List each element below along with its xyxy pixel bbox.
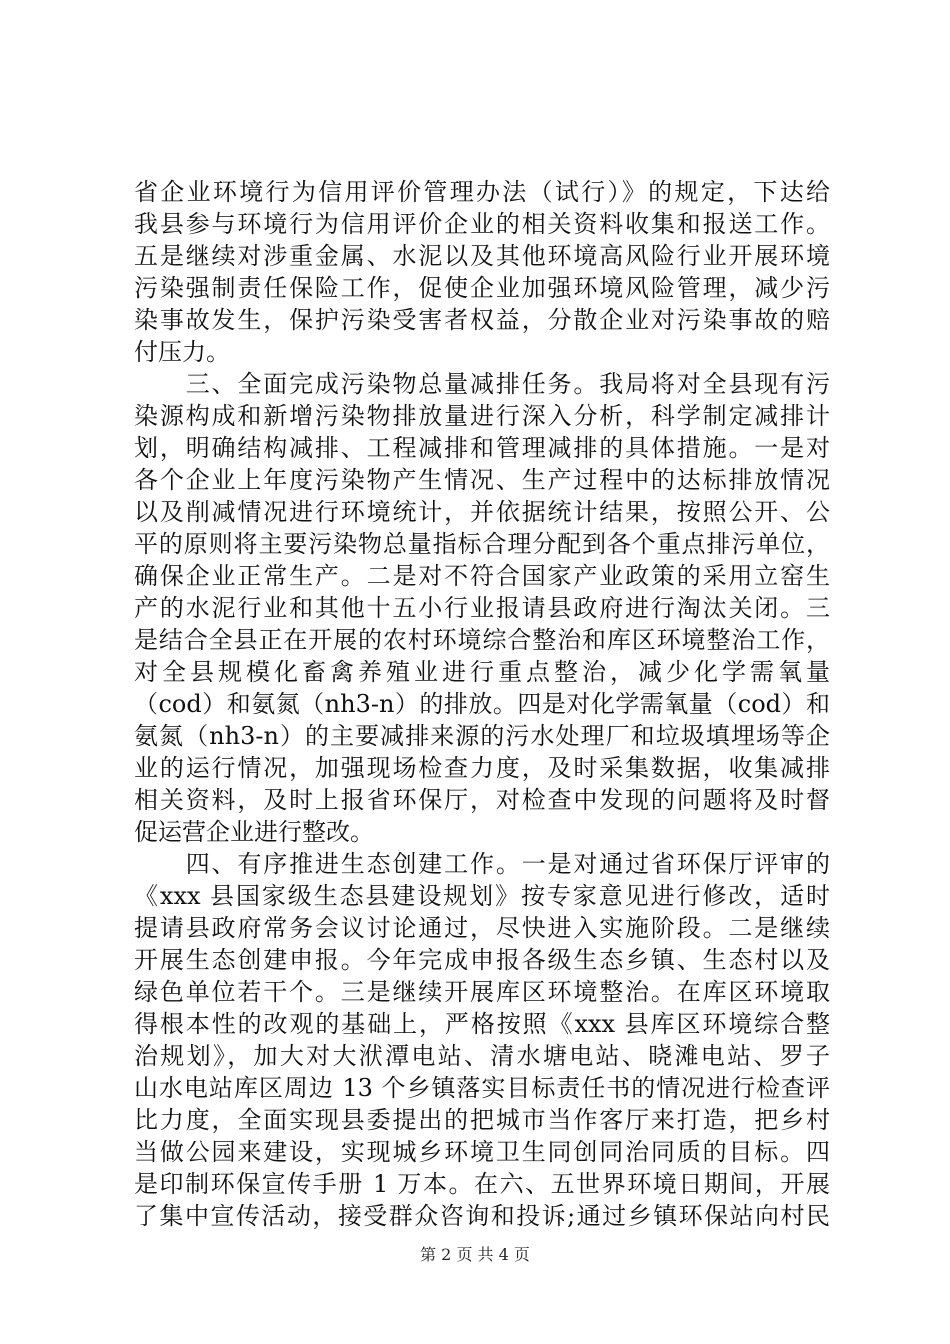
- text-line: 以及削减情况进行环境统计，并依据统计结果，按照公开、公: [134, 498, 830, 526]
- text-line: 对全县规模化畜禽养殖业进行重点整治，减少化学需氧量: [134, 658, 830, 686]
- text-line: 省企业环境行为信用评价管理办法（试行）》的规定，下达给: [134, 178, 830, 206]
- text-line: 产的水泥行业和其他十五小行业报请县政府进行淘汰关闭。三: [134, 594, 830, 622]
- text-line: 当做公园来建设，实现城乡环境卫生同创同治同质的目标。四: [134, 1138, 830, 1166]
- text-line: 比力度，全面实现县委提出的把城市当作客厅来打造，把乡村: [134, 1106, 830, 1134]
- text-line: 氨氮（nh3-n）的主要减排来源的污水处理厂和垃圾填埋场等企: [134, 722, 830, 750]
- text-line: 是结合全县正在开展的农村环境综合整治和库区环境整治工作，: [134, 626, 830, 654]
- text-line: 山水电站库区周边 13 个乡镇落实目标责任书的情况进行检查评: [134, 1074, 830, 1102]
- text-line: 绿色单位若干个。三是继续开展库区环境整治。在库区环境取: [134, 978, 830, 1006]
- paragraph-heading-4: 四、有序推进生态创建工作。一是对通过省环保厅评审的: [134, 850, 830, 878]
- text-line: 染源构成和新增污染物排放量进行深入分析，科学制定减排计: [134, 402, 830, 430]
- text-line: 确保企业正常生产。二是对不符合国家产业政策的采用立窑生: [134, 562, 830, 590]
- paragraph-heading-3: 三、全面完成污染物总量减排任务。我局将对全县现有污: [134, 370, 830, 398]
- text-line: 促运营企业进行整改。: [134, 818, 374, 846]
- text-line: 《xxx 县国家级生态县建设规划》按专家意见进行修改，适时: [134, 882, 830, 910]
- text-line: 各个企业上年度污染物产生情况、生产过程中的达标排放情况: [134, 466, 830, 494]
- text-line: 染事故发生，保护污染受害者权益，分散企业对污染事故的赔: [134, 306, 830, 334]
- page-footer: 第 2 页 共 4 页: [420, 1245, 530, 1264]
- text-line: 是印制环保宣传手册 1 万本。在六、五世界环境日期间，开展: [134, 1170, 830, 1198]
- text-line: 开展生态创建申报。今年完成申报各级生态乡镇、生态村以及: [134, 946, 830, 974]
- text-line: 五是继续对涉重金属、水泥以及其他环境高风险行业开展环境: [134, 242, 830, 270]
- text-line: 了集中宣传活动，接受群众咨询和投诉;通过乡镇环保站向村民: [134, 1202, 830, 1230]
- text-line: 业的运行情况，加强现场检查力度，及时采集数据，收集减排: [134, 754, 830, 782]
- text-line: （cod）和氨氮（nh3-n）的排放。四是对化学需氧量（cod）和: [134, 690, 830, 718]
- text-line: 相关资料，及时上报省环保厅，对检查中发现的问题将及时督: [134, 786, 830, 814]
- text-line: 治规划》，加大对大洑潭电站、清水塘电站、晓滩电站、罗子: [134, 1042, 830, 1070]
- text-line: 提请县政府常务会议讨论通过，尽快进入实施阶段。二是继续: [134, 914, 830, 942]
- text-line: 得根本性的改观的基础上，严格按照《xxx 县库区环境综合整: [134, 1010, 830, 1038]
- text-line: 划，明确结构减排、工程减排和管理减排的具体措施。一是对: [134, 434, 830, 462]
- text-line: 平的原则将主要污染物总量指标合理分配到各个重点排污单位，: [134, 530, 830, 558]
- text-line: 我县参与环境行为信用评价企业的相关资料收集和报送工作。: [134, 210, 830, 238]
- text-line: 付压力。: [134, 338, 230, 366]
- text-line: 污染强制责任保险工作，促使企业加强环境风险管理，减少污: [134, 274, 830, 302]
